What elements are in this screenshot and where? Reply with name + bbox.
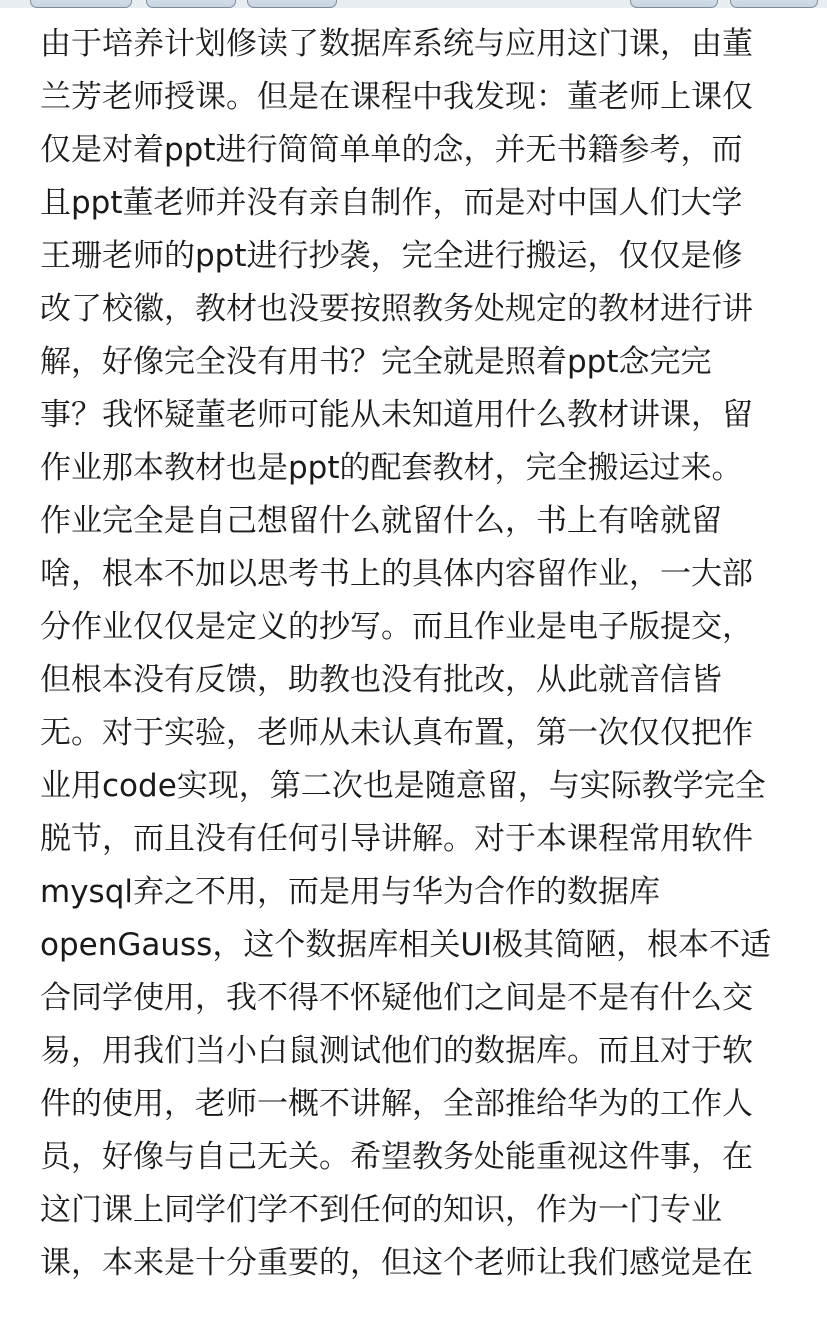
toolbar-button-2[interactable]	[146, 0, 236, 8]
toolbar-button-3[interactable]	[247, 0, 337, 8]
top-toolbar	[0, 0, 827, 8]
text-line: 但根本没有反馈，助教也没有批改，从此就音信皆	[40, 662, 722, 698]
text-line: openGauss，这个数据库相关UI极其简陋，根本不适	[40, 927, 772, 963]
text-line: 由于培养计划修读了数据库系统与应用这门课，由董	[40, 26, 753, 62]
text-line: 作业那本教材也是ppt的配套教材，完全搬运过来。	[40, 450, 743, 486]
article-content	[0, 8, 827, 1336]
text-line: 分作业仅仅是定义的抄写。而且作业是电子版提交，	[40, 609, 753, 645]
text-line: 业用code实现，第二次也是随意留，与实际教学完全	[40, 768, 766, 804]
text-line: 脱节，而且没有任何引导讲解。对于本课程常用软件	[40, 821, 753, 857]
text-line: 且ppt董老师并没有亲自制作，而是对中国人们大学	[40, 185, 743, 221]
toolbar-button-1[interactable]	[30, 0, 132, 8]
text-line: 仅是对着ppt进行简简单单的念，并无书籍参考，而	[40, 132, 743, 168]
text-line: 合同学使用，我不得不怀疑他们之间是不是有什么交	[40, 980, 753, 1016]
toolbar-button-4[interactable]	[630, 0, 718, 8]
text-line: 易，用我们当小白鼠测试他们的数据库。而且对于软	[40, 1033, 753, 1069]
text-line: 王珊老师的ppt进行抄袭，完全进行搬运，仅仅是修	[40, 238, 743, 274]
toolbar-button-5[interactable]	[730, 0, 818, 8]
text-line: mysql弃之不用，而是用与华为合作的数据库	[40, 874, 660, 910]
text-line: 件的使用，老师一概不讲解，全部推给华为的工作人	[40, 1086, 753, 1122]
text-line: 无。对于实验，老师从未认真布置，第一次仅仅把作	[40, 715, 753, 751]
text-line: 这门课上同学们学不到任何的知识，作为一门专业	[40, 1192, 722, 1228]
text-line: 兰芳老师授课。但是在课程中我发现：董老师上课仅	[40, 79, 753, 115]
text-line: 改了校徽，教材也没要按照教务处规定的教材进行讲	[40, 291, 753, 327]
text-line: 课，本来是十分重要的，但这个老师让我们感觉是在	[40, 1245, 753, 1281]
text-line: 事？我怀疑董老师可能从未知道用什么教材讲课，留	[40, 397, 753, 433]
text-line: 啥，根本不加以思考书上的具体内容留作业，一大部	[40, 556, 753, 592]
text-line: 员，好像与自己无关。希望教务处能重视这件事，在	[40, 1139, 753, 1175]
text-line: 作业完全是自己想留什么就留什么，书上有啥就留	[40, 503, 722, 539]
text-line: 解，好像完全没有用书？完全就是照着ppt念完完	[40, 344, 712, 380]
